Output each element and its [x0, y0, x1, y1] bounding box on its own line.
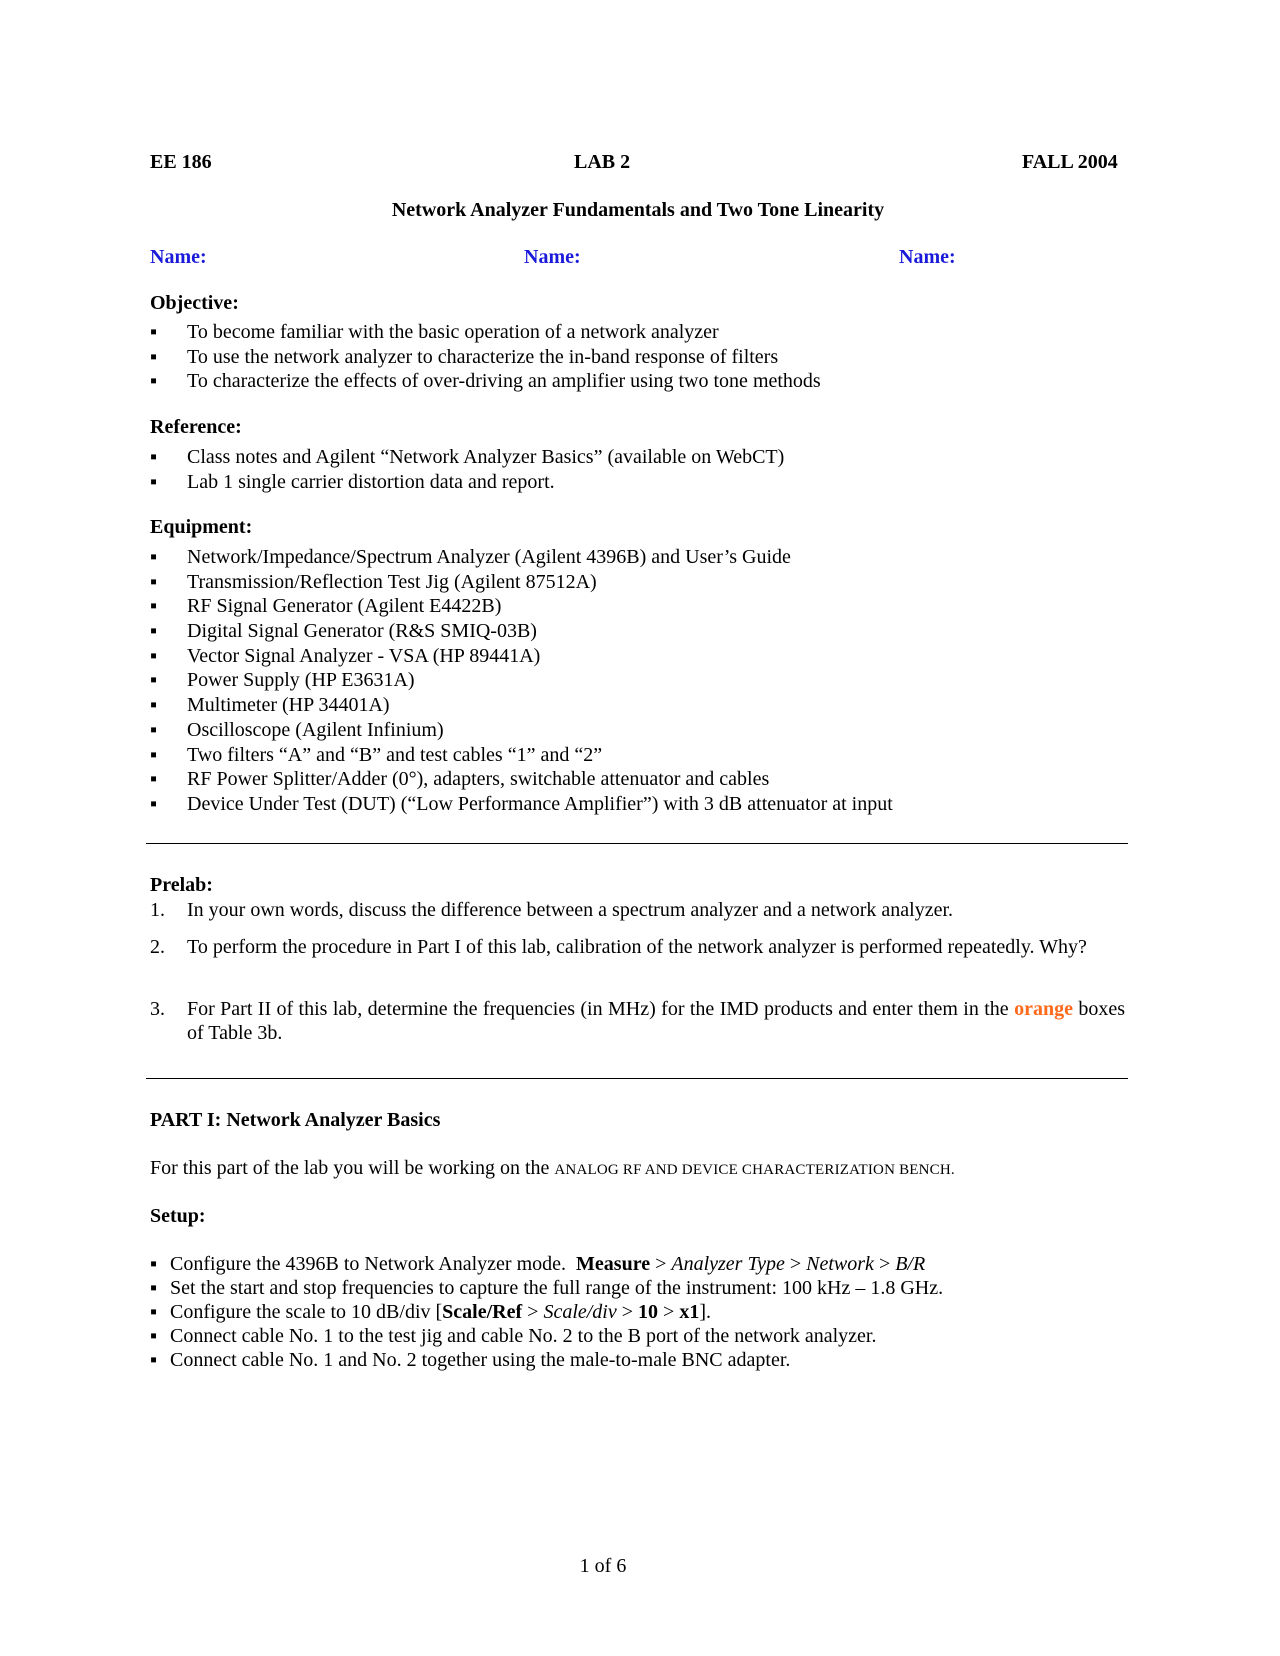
bullet-icon: ▪ [150, 370, 158, 393]
bullet-icon: ▪ [150, 546, 158, 568]
bullet-icon: ▪ [150, 1325, 158, 1347]
bullet-icon: ▪ [150, 620, 158, 643]
bullet-icon: ▪ [150, 321, 158, 343]
document-title: Network Analyzer Fundamentals and Two Tone Linearity [391, 199, 885, 221]
bench-name: ANALOG RF AND DEVICE CHARACTERIZATION BENCH. [554, 1162, 955, 1178]
divider [146, 843, 1128, 844]
bullet-icon: ▪ [150, 1277, 158, 1299]
bullet-icon: ▪ [150, 570, 158, 593]
bullet-icon: ▪ [150, 345, 158, 368]
document-page: EE 186 LAB 2 FALL 2004 Network Analyzer Fundamentals and Two Tone Linearity Name: Name: Name: Objective: ▪ To become familiar with the basic operation of a network analyzer ▪ To use the network analyzer to characterize the in-band response of filters ▪ To characterize the effects of over-driving an amplifier using two tone methods Reference: ▪ Class notes and Agilent “Network Analyzer Basics” (available on WebCT) ▪ Lab 1 single carrier distortion data and report. Equipment: ▪ Network/Impedance/Spectrum Analyzer (Agilent 4396B) and User’s Guide ▪ Transmission/Reflection Test Jig (Agilent 87512A) ▪ RF Signal Generator (Agilent E4422B) ▪ Digital Signal Generator (R&S SMIQ-03B) ▪ Vector Signal Analyzer - VSA (HP 89441A) ▪ Power Supply (HP E3631A) ▪ Multimeter (HP 34401A) ▪ Oscilloscope (Agilent Infinium) ▪ Two filters “A” and “B” and test cables “1” and “2” ▪ RF Power Splitter/Adder (0°), adapters, switchable attenuator and cables ▪ Device Under Test (DUT) (“Low Performance Amplifier”) with 3 dB attenuator at input Prelab: 1. In your own words, discuss the difference between a spectrum analyzer and a network analyzer. 2. To perform the procedure in Part I of this lab, calibration of the network analyzer is performed repeatedly. Why? 3. For Part II of this lab, determine the frequencies (in MHz) for the IMD products and enter them in the orange boxes of Table 3b. PART I: Network Analyzer Basics For this part of the lab you will be working on the ANALOG RF AND DEVICE CHARACTERIZATION BENCH. Setup: ▪ Configure the 4396B to Network Analyzer mode. Measure > Analyzer Type > Network > B/R ▪ Set the start and stop frequencies to capture the full range of the instrument: 100 kHz – 1.8 GHz. ▪ Configure the scale to 10 dB/div [Scale/Ref > Scale/div > 10 > x1]. ▪ Connect cable No. 1 to the test jig and cable No. 2 to the B port of the network analyzer. ▪ Connect cable No. 1 and No. 2 together using the male-to-male BNC adapter. 1 of 6 [0, 0, 1280, 1656]
objective-heading: Objective: [150, 292, 239, 314]
divider [146, 1078, 1128, 1079]
lab-label: LAB 2 [574, 151, 631, 173]
bullet-icon: ▪ [150, 470, 158, 493]
bullet-icon: ▪ [150, 1349, 158, 1371]
prelab-heading: Prelab: [150, 874, 213, 896]
part1-intro: For this part of the lab you will be working on the ANALOG RF AND DEVICE CHARACTERIZATION BENCH. [150, 1157, 955, 1179]
bullet-icon: ▪ [150, 694, 158, 717]
name-field-3[interactable]: Name: [899, 246, 956, 268]
bullet-icon: ▪ [150, 595, 158, 618]
term-label: FALL 2004 [1022, 151, 1118, 173]
bullet-icon: ▪ [150, 718, 158, 741]
part1-heading: PART I: Network Analyzer Basics [150, 1109, 441, 1131]
bullet-icon: ▪ [150, 743, 158, 766]
bullet-icon: ▪ [150, 446, 158, 468]
bullet-icon: ▪ [150, 792, 158, 815]
bullet-icon: ▪ [150, 1301, 158, 1323]
name-field-2[interactable]: Name: [524, 246, 581, 268]
equipment-heading: Equipment: [150, 516, 253, 538]
bullet-icon: ▪ [150, 644, 158, 667]
course-label: EE 186 [150, 151, 212, 173]
name-field-1[interactable]: Name: [150, 246, 207, 268]
bullet-icon: ▪ [150, 768, 158, 791]
bullet-icon: ▪ [150, 1253, 158, 1275]
bullet-icon: ▪ [150, 669, 158, 692]
orange-highlight: orange [1014, 998, 1073, 1020]
page-number: 1 of 6 [579, 1555, 627, 1577]
reference-heading: Reference: [150, 416, 242, 438]
setup-heading: Setup: [150, 1205, 206, 1227]
